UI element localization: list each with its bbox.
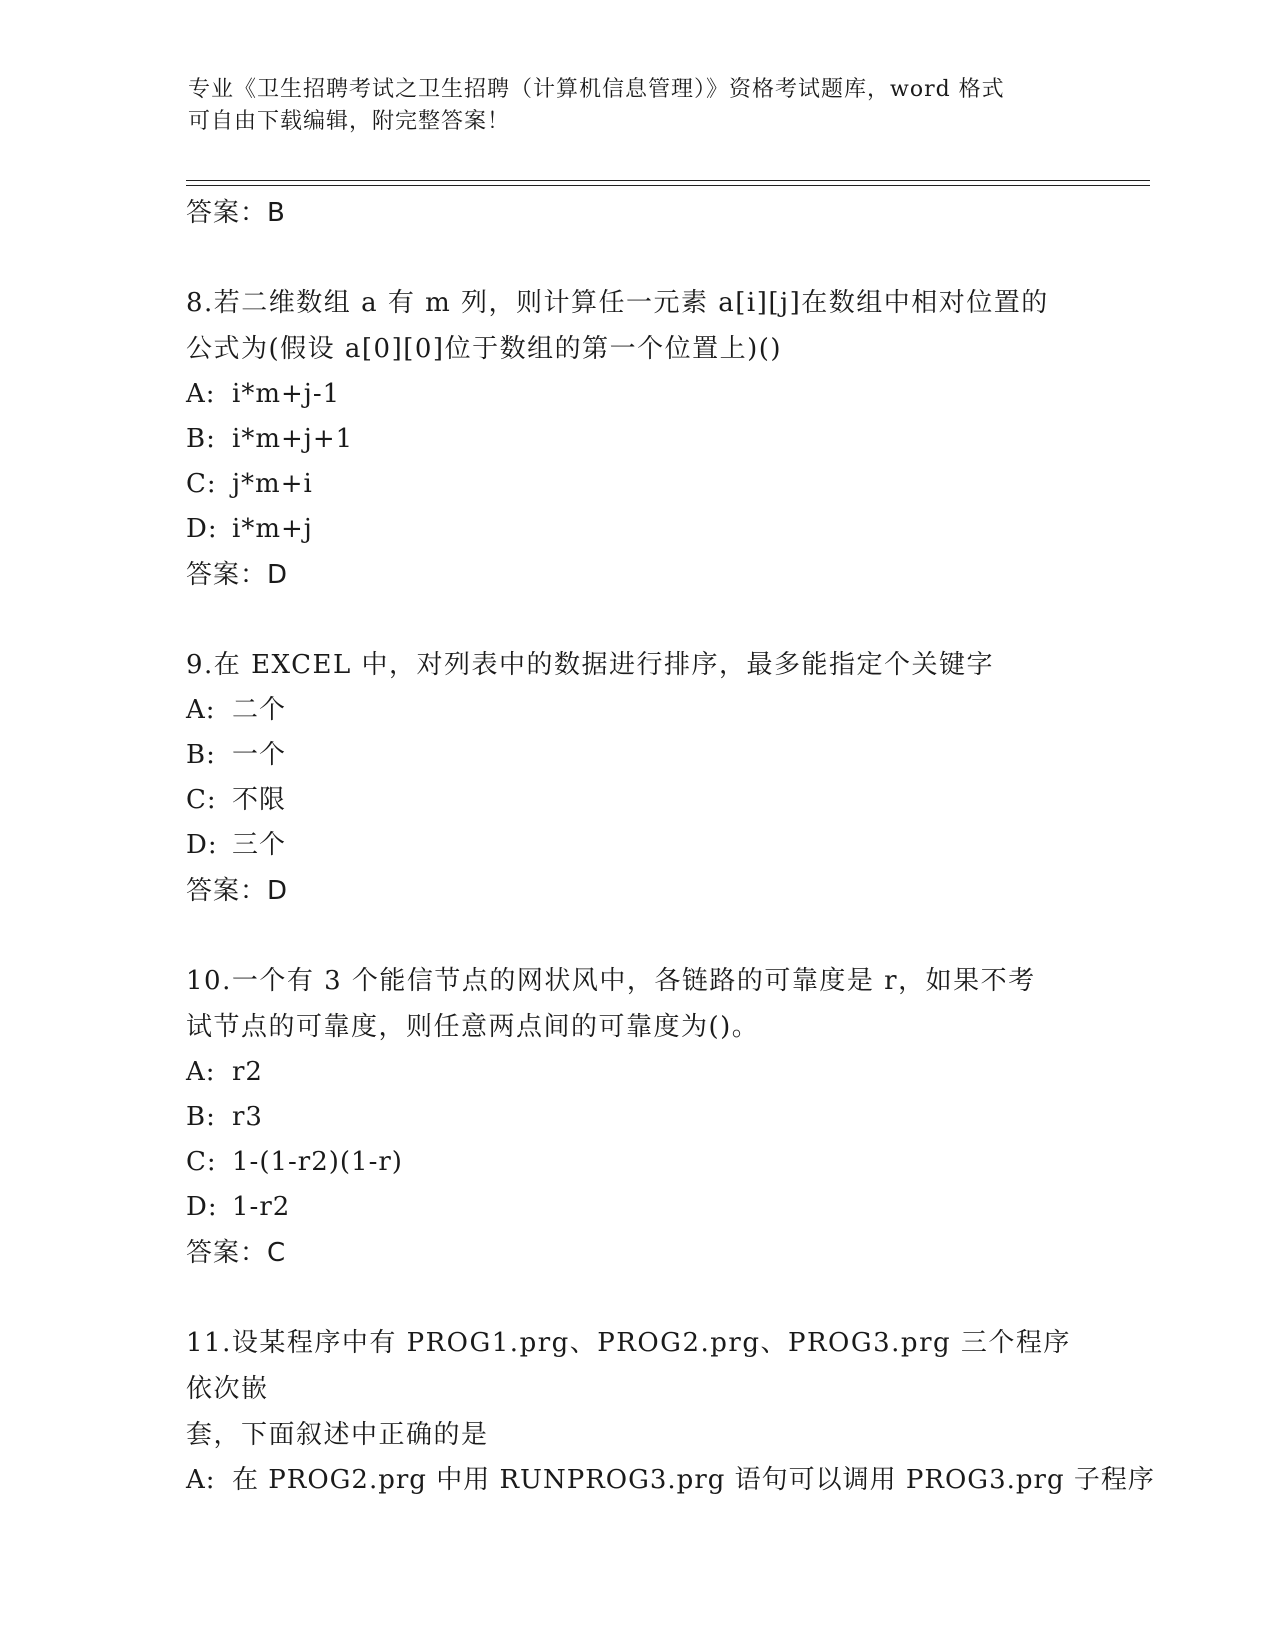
option [186, 462, 1086, 507]
question-stem-line: 套，下面叙述中正确的是 [186, 1420, 489, 1450]
option [186, 417, 1086, 462]
document-header [188, 74, 1068, 138]
option-letter: A: [186, 1465, 216, 1495]
header-divider [186, 180, 1150, 181]
option [186, 1050, 1086, 1095]
answer-line: 答案：B [186, 198, 286, 228]
answer-line: 答案：C [186, 1238, 287, 1268]
option [186, 1095, 1086, 1140]
option [186, 372, 1086, 417]
option-text: 二个 [232, 695, 287, 725]
header-line: 专业《卫生招聘考试之卫生招聘（计算机信息管理）》资格考试题库，word 格式 [188, 77, 1005, 102]
option-letter: C: [186, 1147, 217, 1177]
option [186, 1458, 1155, 1503]
option-letter: A: [186, 1057, 216, 1087]
option-text: 不限 [232, 785, 287, 815]
option [186, 1140, 1086, 1185]
question-stem [186, 280, 1086, 372]
option-text: 1-(1-r2)(1-r) [232, 1147, 403, 1177]
option-text: r3 [232, 1102, 263, 1132]
question-block [186, 280, 1086, 598]
question-block [186, 642, 1086, 914]
option [186, 688, 1086, 733]
question-stem-line: 10.一个有 3 个能信节点的网状风中，各链路的可靠度是 r，如果不考 [186, 966, 1036, 996]
option [186, 1185, 1086, 1230]
option-letter: D: [186, 1192, 218, 1222]
option-letter: B: [186, 740, 216, 770]
question-stem-line: 8.若二维数组 a 有 m 列，则计算任一元素 a[i][j]在数组中相对位置的 [186, 288, 1049, 318]
question-stem-line: 公式为(假设 a[0][0]位于数组的第一个位置上)() [186, 334, 782, 364]
question-stem [186, 958, 1086, 1050]
option [186, 733, 1086, 778]
option-letter: D: [186, 514, 218, 544]
option-letter: A: [186, 379, 216, 409]
header-divider [186, 185, 1150, 186]
question-stem-line: 试节点的可靠度，则任意两点间的可靠度为()。 [186, 1012, 760, 1042]
question-stem [186, 1320, 1086, 1458]
option-letter: C: [186, 785, 217, 815]
question-block [186, 1320, 1155, 1503]
question-list [186, 190, 1155, 1503]
option-text: r2 [232, 1057, 263, 1087]
option [186, 778, 1086, 823]
answer-line: 答案：D [186, 876, 289, 906]
question-stem-line: 9.在 EXCEL 中，对列表中的数据进行排序，最多能指定个关键字 [186, 650, 995, 680]
question-stem [186, 642, 1086, 688]
question-block [186, 958, 1086, 1276]
option-text: 三个 [232, 830, 287, 860]
option-letter: B: [186, 1102, 216, 1132]
option-letter: D: [186, 830, 218, 860]
option-text: i*m+j-1 [232, 379, 341, 409]
option-text: i*m+j+1 [232, 424, 354, 454]
header-line: 可自由下载编辑，附完整答案！ [188, 109, 511, 134]
option-text: 一个 [232, 740, 287, 770]
answer-line: 答案：D [186, 560, 289, 590]
option-letter: C: [186, 469, 217, 499]
option-letter: B: [186, 424, 216, 454]
option-text: j*m+i [232, 469, 313, 499]
question-stem-line: 11.设某程序中有 PROG1.prg、PROG2.prg、PROG3.prg 三个程序依次嵌 [186, 1328, 1071, 1404]
option-letter: A: [186, 695, 216, 725]
option-text: 在 PROG2.prg 中用 RUNPROG3.prg 语句可以调用 PROG3.prg 子程序 [232, 1465, 1155, 1495]
option-text: 1-r2 [232, 1192, 291, 1222]
option-text: i*m+j [232, 514, 313, 544]
option [186, 823, 1086, 868]
option [186, 507, 1086, 552]
